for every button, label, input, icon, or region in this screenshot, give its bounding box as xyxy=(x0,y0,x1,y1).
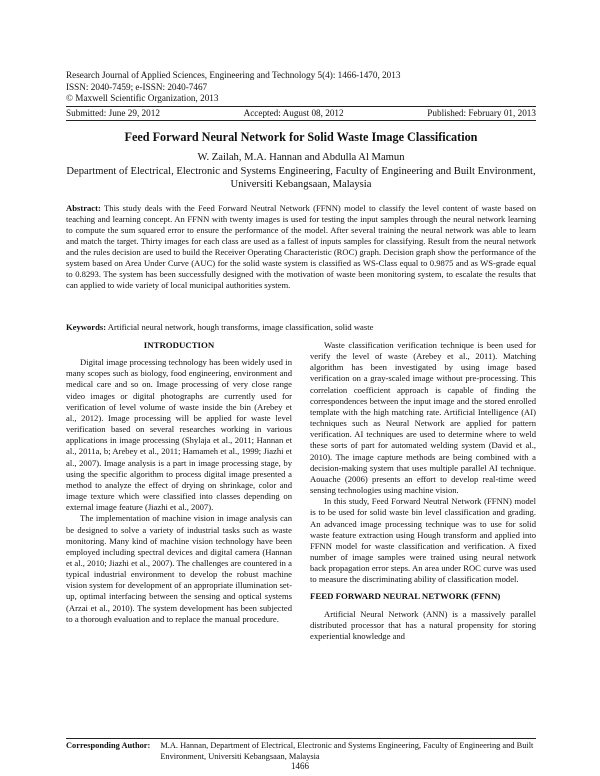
intro-paragraph-3: Waste classification verification technique is been used for verify the level of waste (Arebey et al., 2011). Matching algorithm has been investigated by using image based verification on a gray-scaled image without pre-processing. This correlation coefficient approach is capable of finding the correspondences between the input image and the stored enrolled template with the high matching rate. Artificial Intelligence (AI) techniques such as Neural Network are applied for pattern verification. AI techniques are used to determine where to weld these sorts of part for automated welding system (David et al., 2010). The image capture methods are being combined with a decision-making system that uses multiple parallel AI technique. Aouache (2006) presents an effort to develop real-time weed sensing technologies using machine vision. xyxy=(310,340,536,496)
corresponding-text: M.A. Hannan, Department of Electrical, Electronic and Systems Engineering, Faculty of Engineering and Built Environment, Universiti Kebangsaan, Malaysia xyxy=(160,741,534,761)
page-number: 1466 xyxy=(291,761,309,771)
author-affiliation: Department of Electrical, Electronic and Systems Engineering, Faculty of Engineering and Built Environment, Universiti Kebangsaan, Malaysia xyxy=(66,166,536,190)
published-date: Published: February 01, 2013 xyxy=(427,108,536,118)
corresponding-author xyxy=(66,741,536,762)
footer-divider xyxy=(66,738,536,739)
dates-row xyxy=(66,108,536,118)
issn-line: ISSN: 2040-7459; e-ISSN: 2040-7467 xyxy=(66,81,208,92)
keywords-label: Keywords: xyxy=(66,322,107,332)
ffnn-heading: FEED FORWARD NEURAL NETWORK (FFNN) xyxy=(310,591,501,602)
corresponding-label: Corresponding Author: xyxy=(66,741,151,750)
copyright-line: © Maxwell Scientific Organization, 2013 xyxy=(66,93,219,103)
paper-title: Feed Forward Neural Network for Solid Waste Image Classification xyxy=(124,130,478,144)
header-divider xyxy=(66,106,536,107)
ffnn-paragraph-1: Artificial Neural Network (ANN) is a massively parallel distributed processor that has a natural propensity for storing experiential knowledge and xyxy=(310,608,536,641)
journal-citation: Research Journal of Applied Sciences, Engineering and Technology 5(4): 1466-1470, 2013 xyxy=(66,70,401,80)
keywords-text: Artificial neural network, hough transforms, image classification, solid waste xyxy=(107,322,374,332)
abstract-label: Abstract: xyxy=(66,203,101,213)
paper-authors: W. Zailah, M.A. Hannan and Abdulla Al Mamun xyxy=(197,152,405,163)
abstract-text: This study deals with the Feed Forward Neutral Network (FFNN) model to classify the level content of waste based on teaching and learning concept. An FFNN with twenty images is used for testing the input samples through the neural network learning to compute the sum squared error to ensure the performance of the model. After several training the neural network was able to learn and match the target. Thirty images for each class are used as a fallest of inputs samples for classifying. Result from the neural network and the rules decision are used to build the Receiver Operating Characteristic (ROC) graph. Decision graph show the performance of the system based on Area Under Curve (AUC) for the solid waste system is classified as WS-Class equal to 0.9875 and as WS-grade equal to 0.8293. The system has been successfully designed with the motivation of waste been monitoring system, to escalate the results that can applied to wide variety of local municipal authorities system. xyxy=(66,203,536,290)
right-column xyxy=(310,340,536,642)
submitted-date: Submitted: June 29, 2012 xyxy=(66,108,160,118)
keywords xyxy=(66,322,536,333)
journal-header xyxy=(66,70,536,105)
accepted-date: Accepted: August 08, 2012 xyxy=(243,108,344,118)
introduction-heading: INTRODUCTION xyxy=(143,340,215,350)
intro-paragraph-4: In this study, Feed Forward Neutral Network (FFNN) model is to be used for solid waste bin level classification and grading. An advanced image processing technique was to use for solid waste feature extraction using Hough transform and applied into FFNN model for waste classification and verification. A fixed number of image samples were trained using neural network back propagation error steps. An area under ROC curve was used to measure the discriminating ability of classification model. xyxy=(310,496,536,585)
dates-divider xyxy=(66,120,536,121)
abstract xyxy=(66,203,536,291)
left-column xyxy=(66,340,292,625)
intro-paragraph-1: Digital image processing technology has been widely used in many scopes such as biology, food engineering, environment and medical care and so on. Image processing of very close range video images or digital photographs are currently used for verification of level volume of waste inside the bin (Arebey et al., 2012). Image processing will be applied for waste level verification based on several researches working in various applications in image processing (Shylaja et al., 2011; Hannan et al., 2011a, b; Arebey et al., 2011; Hamameh et al., 1999; Jiazhi et al., 2007). Image analysis is a part in image processing stage, by using the specific algorithm to process digital image presented a method to analyze the effect of drying on shrinkage, color and image texture which were classified into classes depending on external image feature (Jiazhi et al., 2007). xyxy=(66,357,292,513)
intro-paragraph-2: The implementation of machine vision in image analysis can be designed to solve a variety of industrial tasks such as waste monitoring. Many kind of machine vision technology have been employed including spectral devices and digital camera (Hannan et al., 2010; Jiazhi et al., 2007). The challenges are countered in a typical industrial environment to develop the robust machine vision system for development of an appropriate illumination set-up, optimal interfacing between the sensing and optical systems (Arzai et al., 2010). The system development has been subjected to a thorough evaluation and to replace the manual procedure. xyxy=(66,513,292,624)
